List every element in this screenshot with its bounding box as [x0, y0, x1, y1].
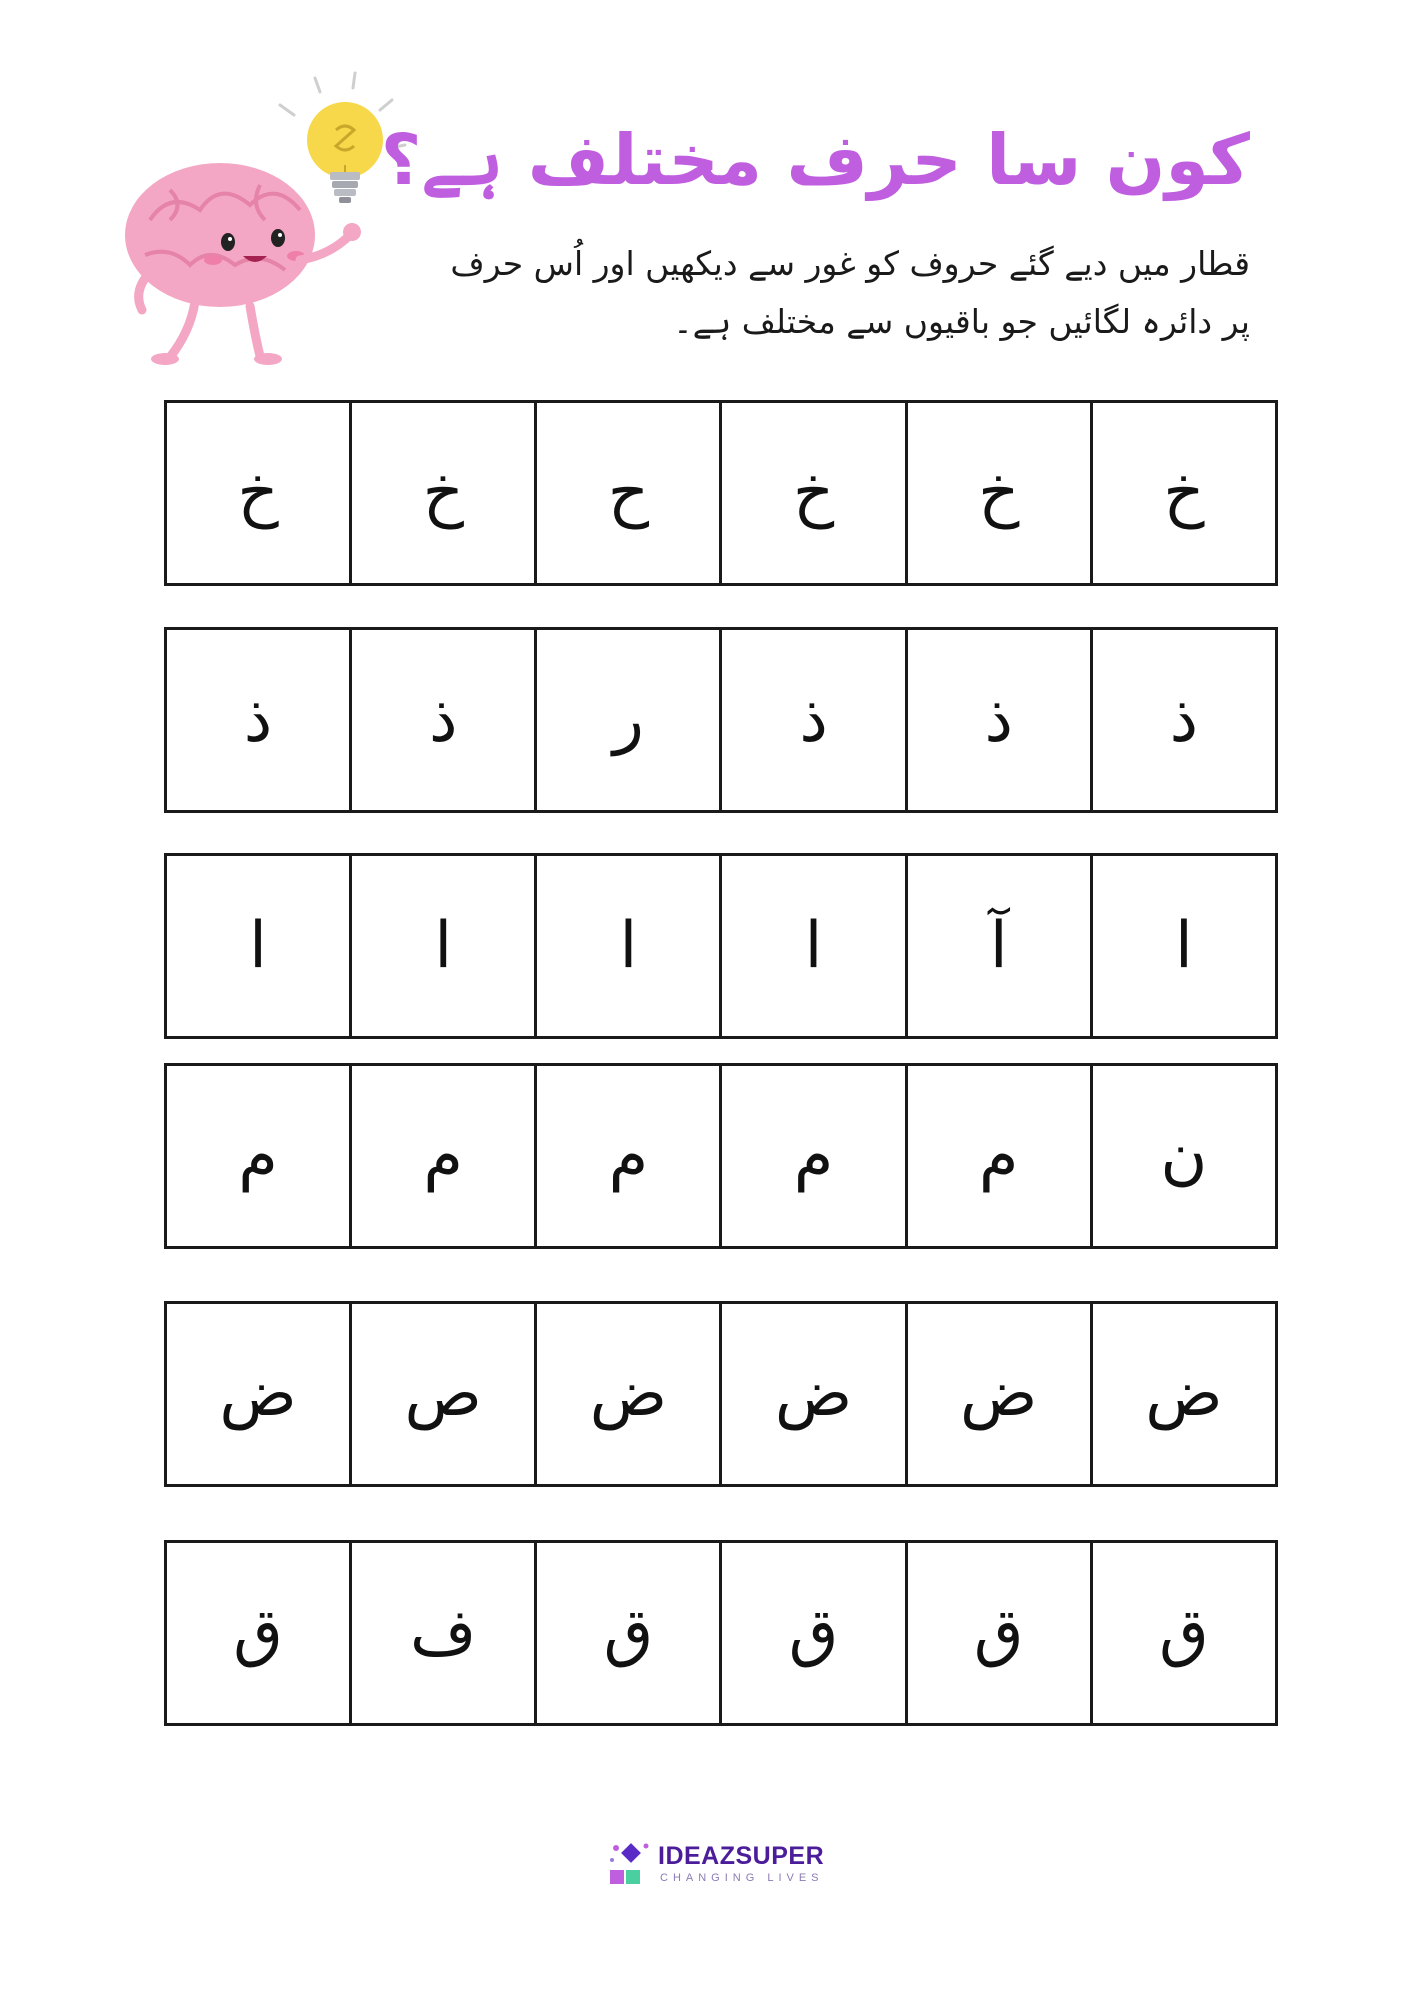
worksheet-instructions — [350, 235, 1250, 351]
letter-cell[interactable]: ص — [349, 1304, 534, 1484]
instruction-line-2: پر دائرہ لگائیں جو باقیوں سے مختلف ہے۔ — [673, 302, 1250, 341]
worksheet-header — [0, 0, 1414, 380]
logo-name: IDEAZSUPER — [658, 1842, 825, 1870]
letter-cell[interactable]: م — [349, 1066, 534, 1246]
letter-row-3 — [164, 853, 1278, 1039]
letter-cell[interactable]: خ — [237, 456, 279, 530]
letter-cell[interactable]: ق — [719, 1543, 904, 1723]
letter-cell[interactable]: ض — [219, 1357, 297, 1431]
letter-row-6 — [164, 1540, 1278, 1726]
logo-tagline: CHANGING LIVES — [660, 1872, 824, 1884]
letter-cell[interactable]: ح — [534, 403, 719, 583]
letter-cell[interactable]: ذ — [1090, 630, 1275, 810]
instruction-line-1: قطار میں دیے گئے حروف کو غور سے دیکھیں اور اُس حرف — [450, 244, 1250, 283]
letter-cell[interactable]: ذ — [719, 630, 904, 810]
letter-cell[interactable]: خ — [1090, 403, 1275, 583]
letter-cell[interactable]: ذ — [349, 630, 534, 810]
letter-row-1 — [164, 400, 1278, 586]
letter-cell[interactable]: ض — [1090, 1304, 1275, 1484]
logo-mark-icon — [606, 1840, 654, 1890]
letter-cell[interactable]: م — [534, 1066, 719, 1246]
letter-cell[interactable]: ض — [905, 1304, 1090, 1484]
letter-cell[interactable]: ذ — [243, 683, 273, 757]
letter-cell[interactable]: خ — [905, 403, 1090, 583]
letter-cell[interactable]: ف — [349, 1543, 534, 1723]
letter-cell[interactable]: ذ — [905, 630, 1090, 810]
letter-cell[interactable]: خ — [719, 403, 904, 583]
letter-cell[interactable]: ن — [1090, 1066, 1275, 1246]
letter-cell[interactable]: ق — [905, 1543, 1090, 1723]
letter-cell[interactable]: ق — [1090, 1543, 1275, 1723]
letter-cell[interactable]: ق — [233, 1596, 283, 1670]
letter-cell[interactable]: ض — [719, 1304, 904, 1484]
letter-cell[interactable]: آ — [905, 856, 1090, 1036]
letter-cell[interactable]: ض — [534, 1304, 719, 1484]
letter-row-2 — [164, 627, 1278, 813]
letter-cell[interactable]: ا — [534, 856, 719, 1036]
ideazsuper-logo — [606, 1840, 846, 1890]
worksheet-title: کون سا حرف مختلف ہے؟ — [380, 119, 1250, 201]
letter-cell[interactable]: خ — [349, 403, 534, 583]
brain-icon — [125, 163, 361, 365]
letter-cell[interactable]: م — [719, 1066, 904, 1246]
letter-cell[interactable]: ا — [349, 856, 534, 1036]
letter-row-5 — [164, 1301, 1278, 1487]
letter-row-4 — [164, 1063, 1278, 1249]
letter-cell[interactable]: ا — [1090, 856, 1275, 1036]
letter-cell[interactable]: م — [905, 1066, 1090, 1246]
letter-cell[interactable]: م — [238, 1119, 278, 1193]
letter-cell[interactable]: ر — [534, 630, 719, 810]
letter-cell[interactable]: ق — [534, 1543, 719, 1723]
letter-cell[interactable]: ا — [249, 909, 267, 983]
letter-cell[interactable]: ا — [719, 856, 904, 1036]
